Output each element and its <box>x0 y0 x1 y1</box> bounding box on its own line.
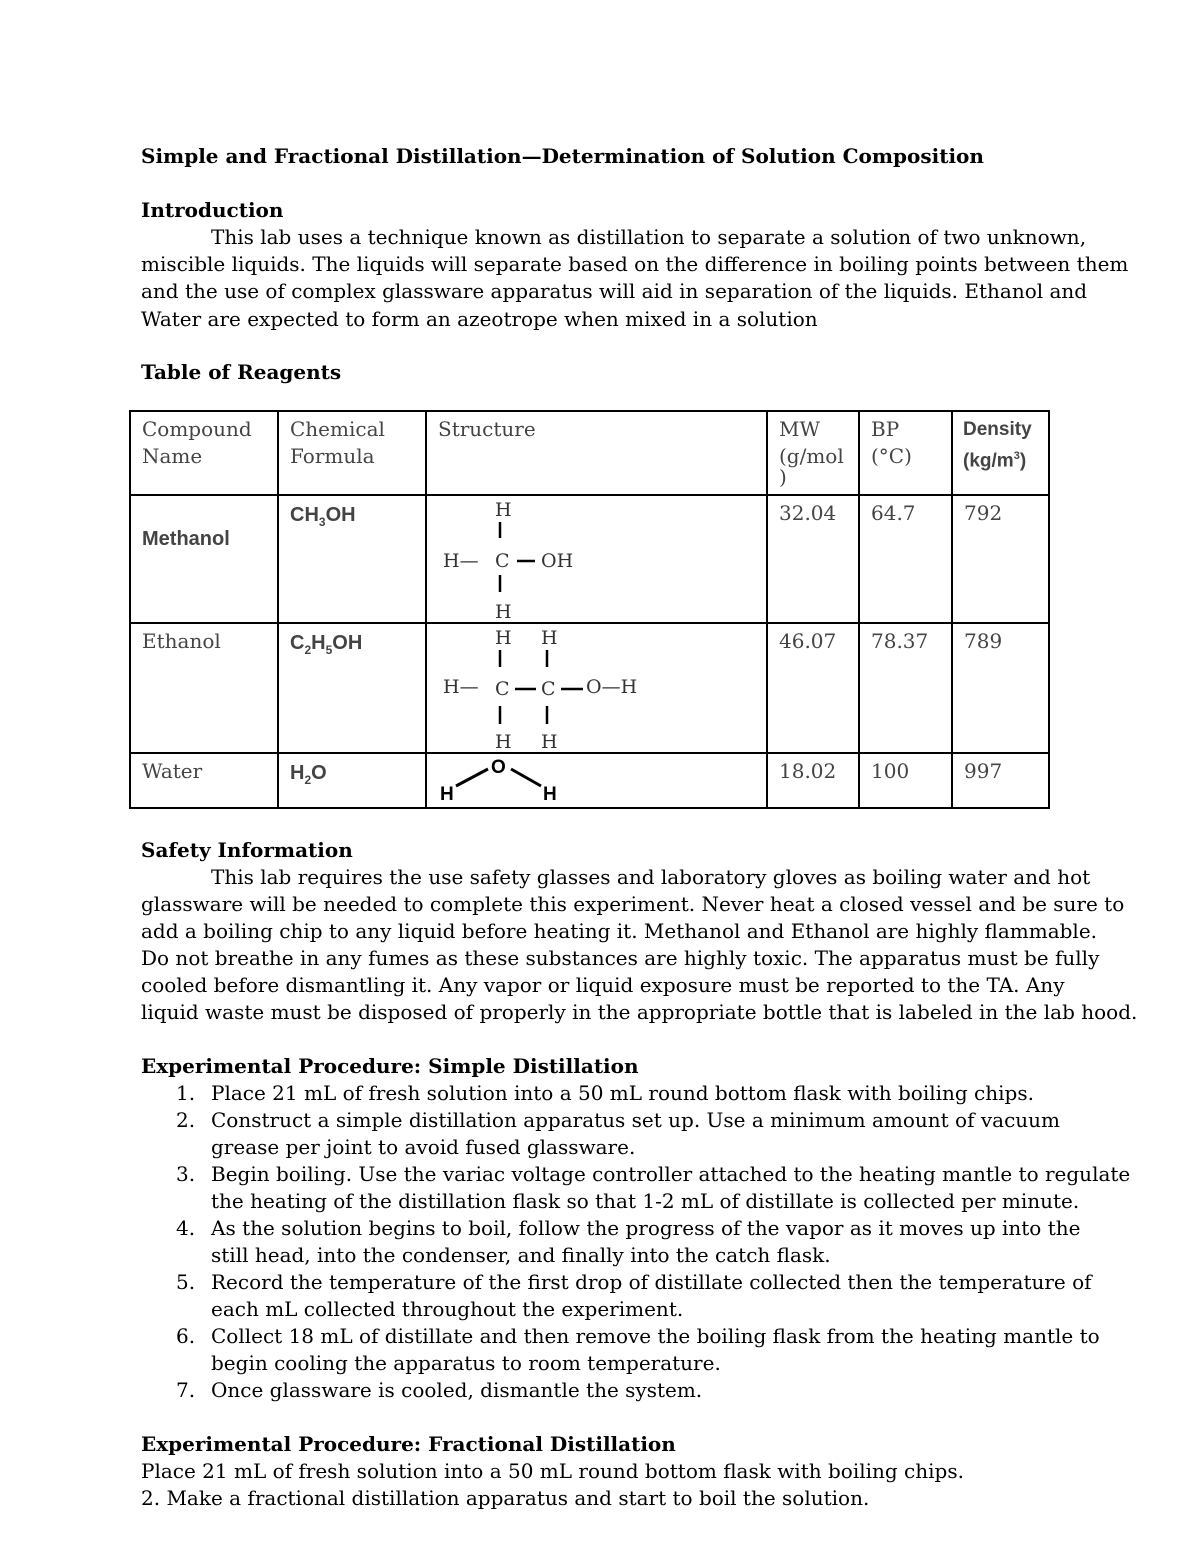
step-line: As the solution begins to boil, follow the progress of the vapor as it moves up into the <box>211 1216 1081 1240</box>
step-number: 7. <box>176 1378 196 1402</box>
table-header-row <box>130 411 1049 495</box>
step-line: Begin boiling. Use the variac voltage controller attached to the heating mantle to regulate <box>211 1162 1131 1186</box>
step-number: 4. <box>176 1216 196 1240</box>
atom-oh: OH <box>541 550 574 572</box>
safety-line-1: This lab requires the use safety glasses and laboratory gloves as boiling water and hot <box>211 865 1091 889</box>
water-structure-diagram <box>427 754 766 807</box>
chemical-formula: $CH_3OH$ <box>278 495 426 623</box>
simple-distillation-heading: Experimental Procedure: Simple Distillation <box>141 1054 639 1078</box>
step-number: 1. <box>176 1081 196 1105</box>
fractional-line-2: 2. Make a fractional distillation apparatus and start to boil the solution. <box>141 1486 870 1510</box>
water-structure <box>426 753 767 808</box>
mw-value: 18.02 <box>767 753 859 808</box>
introduction-heading: Introduction <box>141 198 284 222</box>
fractional-distillation-heading: Experimental Procedure: Fractional Distillation <box>141 1432 676 1456</box>
step-line: Once glassware is cooled, dismantle the system. <box>211 1378 703 1402</box>
step-line: Place 21 mL of fresh solution into a 50 mL round bottom flask with boiling chips. <box>211 1081 1034 1105</box>
step-line: the heating of the distillation flask so that 1-2 mL of distillate is collected per minute. <box>211 1189 1080 1213</box>
header-structure: Structure <box>426 411 767 495</box>
safety-line-6: liquid waste must be disposed of properly in the appropriate bottle that is labeled in the lab hood. <box>141 1000 1138 1024</box>
header-compound-name: Compound Name <box>130 411 278 495</box>
chemical-formula: $C_2H_5OH$ <box>278 623 426 753</box>
step-number: 6. <box>176 1324 196 1348</box>
step-line: Construct a simple distillation apparatus set up. Use a minimum amount of vacuum <box>211 1108 1060 1132</box>
intro-line-3: and the use of complex glassware apparatus will aid in separation of the liquids. Ethanol and <box>141 279 1088 303</box>
atom-o: O <box>491 757 506 778</box>
compound-name: Water <box>130 753 278 808</box>
reagents-heading: Table of Reagents <box>141 360 342 384</box>
atom-h-right: H <box>543 784 557 805</box>
density-value: 789 <box>952 623 1049 753</box>
header-bp: BP (°C) <box>859 411 952 495</box>
intro-line-1: This lab uses a technique known as distillation to separate a solution of two unknown, <box>211 225 1087 249</box>
mw-value: 46.07 <box>767 623 859 753</box>
table-row <box>130 623 1049 753</box>
atom-h3: H <box>495 731 512 752</box>
step-line: each mL collected throughout the experiment. <box>211 1297 684 1321</box>
atom-h-left: H— <box>443 550 479 572</box>
header-mw: MW (g/mol ) <box>767 411 859 495</box>
step-line: grease per joint to avoid fused glassware. <box>211 1135 636 1159</box>
atom-c1: C <box>495 678 510 700</box>
bp-value: 100 <box>859 753 952 808</box>
intro-line-2: miscible liquids. The liquids will separate based on the difference in boiling points between them <box>141 252 1129 276</box>
bp-value: 78.37 <box>859 623 952 753</box>
atom-h-left: H <box>440 784 454 805</box>
safety-line-5: cooled before dismantling it. Any vapor or liquid exposure must be reported to the TA. Any <box>141 973 1065 997</box>
header-density: Density $(kg/m^3)$ <box>952 411 1049 495</box>
header-chemical-formula: Chemical Formula <box>278 411 426 495</box>
fractional-line-1: Place 21 mL of fresh solution into a 50 mL round bottom flask with boiling chips. <box>141 1459 964 1483</box>
atom-h2: H <box>541 627 558 649</box>
step-number: 3. <box>176 1162 196 1186</box>
intro-line-4: Water are expected to form an azeotrope when mixed in a solution <box>141 307 818 331</box>
methanol-structure <box>426 495 767 623</box>
methanol-structure-diagram <box>427 496 766 622</box>
density-value: 997 <box>952 753 1049 808</box>
atom-h4: H <box>541 731 558 752</box>
compound-name: Methanol <box>130 495 278 623</box>
safety-line-2: glassware will be needed to complete this experiment. Never heat a closed vessel and be sure to <box>141 892 1125 916</box>
page-title: Simple and Fractional Distillation—Determination of Solution Composition <box>141 144 984 168</box>
compound-name: Ethanol <box>130 623 278 753</box>
step-number: 5. <box>176 1270 196 1294</box>
atom-h-bottom: H <box>495 601 512 622</box>
step-number: 2. <box>176 1108 196 1132</box>
safety-line-4: Do not breathe in any fumes as these substances are highly toxic. The apparatus must be fully <box>141 946 1100 970</box>
atom-h-left: H— <box>443 676 479 698</box>
step-line: still head, into the condenser, and finally into the catch flask. <box>211 1243 831 1267</box>
atom-c2: C <box>541 678 556 700</box>
chemical-formula: $H_2O$ <box>278 753 426 808</box>
atom-c: C <box>495 550 510 572</box>
step-line: Record the temperature of the first drop of distillate collected then the temperature of <box>211 1270 1092 1294</box>
step-line: Collect 18 mL of distillate and then remove the boiling flask from the heating mantle to <box>211 1324 1100 1348</box>
safety-heading: Safety Information <box>141 838 353 862</box>
density-value: 792 <box>952 495 1049 623</box>
atom-h-top: H <box>495 499 512 521</box>
step-line: begin cooling the apparatus to room temperature. <box>211 1351 721 1375</box>
table-row <box>130 753 1049 808</box>
reagents-table <box>129 410 1050 809</box>
safety-line-3: add a boiling chip to any liquid before heating it. Methanol and Ethanol are highly flammable. <box>141 919 1098 943</box>
atom-o-h: O—H <box>586 676 638 698</box>
ethanol-structure <box>426 623 767 753</box>
table-row <box>130 495 1049 623</box>
atom-h1: H <box>495 627 512 649</box>
ethanol-structure-diagram <box>427 624 766 752</box>
bp-value: 64.7 <box>859 495 952 623</box>
mw-value: 32.04 <box>767 495 859 623</box>
